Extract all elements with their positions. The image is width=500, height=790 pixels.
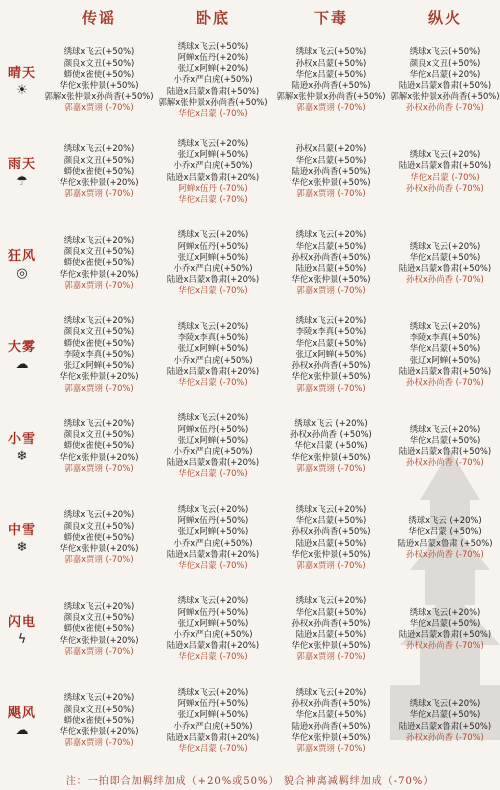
weather-label-cell [0, 702, 44, 739]
bond-penalty: 郭嘉x贾诩 (-70%) [64, 554, 134, 565]
bond-bonus: 孙权x吕蒙(+20%) [295, 143, 367, 154]
bond-cell-rumor [44, 509, 154, 565]
bond-bonus: 绣球x飞云(+20%) [295, 686, 367, 697]
bond-cell-spy [154, 504, 272, 571]
bond-bonus: 华佗x张仲景(+50%) [291, 731, 371, 742]
weather-row [0, 36, 500, 124]
bond-bonus: 李陵x李真(+50%) [63, 348, 135, 359]
bond-bonus: 华佗x吕蒙(+50%) [409, 617, 481, 628]
weather-icon: ☁ [15, 357, 29, 372]
bond-bonus: 张辽x阿蝉(+50%) [63, 360, 135, 371]
bond-bonus: 绣球x飞云(+20%) [177, 320, 249, 331]
bond-bonus: 小乔x严白虎(+50%) [173, 354, 253, 365]
bond-bonus: 陆逊x吕蒙(+50%) [295, 263, 367, 273]
bond-cell-spy [154, 321, 272, 388]
bond-penalty: 郭嘉x贾诩 (-70%) [296, 188, 366, 199]
bond-bonus: 蟒使x雀使(+50%) [63, 440, 135, 451]
bond-penalty: 孙权x孙尚香 (-70%) [406, 182, 484, 193]
bond-bonus: 颜良x文丑(+50%) [63, 429, 135, 440]
bond-bonus: 阿蝉x伍丹(+50%) [177, 240, 249, 251]
column-header-rumor: 传谣 [81, 8, 116, 27]
bond-bonus: 绣球x飞云(+20%) [409, 320, 481, 331]
bond-bonus: 华佗x吕蒙 (+50%) [408, 526, 482, 537]
bond-bonus: 陆逊x吕蒙x鲁肃 (+50%) [397, 537, 493, 548]
bond-cell-poison [272, 687, 390, 754]
bond-bonus: 陆逊x吕蒙x鲁肃(+50%) [398, 446, 492, 456]
bond-penalty: 郭嘉x贾诩 (-70%) [296, 285, 366, 296]
weather-icon: ❄ [16, 448, 28, 464]
bond-cell-spy [154, 229, 272, 296]
weather-label-cell [0, 428, 44, 465]
bond-penalty: 孙权x孙尚香 (-70%) [406, 640, 484, 651]
weather-name: 小雪 [7, 431, 36, 447]
bond-bonus: 阿蝉x伍丹(+20%) [177, 51, 249, 62]
bond-bonus: 华佗x张仲景(+50%) [291, 548, 371, 559]
bond-bonus: 陆逊x吕蒙x鲁肃(+20%) [166, 171, 260, 182]
bond-cell-rumor [44, 692, 154, 748]
bond-bonus: 华佗x张仲景(+20%) [59, 451, 139, 462]
bond-bonus: 绣球x飞云(+20%) [63, 600, 135, 611]
bond-bonus: 陆逊x吕蒙(+50%) [295, 629, 367, 639]
bond-bonus: 陆逊x吕蒙x鲁肃(+20%) [166, 548, 260, 559]
bond-bonus: 孙权x吕蒙(+50%) [295, 57, 367, 68]
bond-bonus: 蟒使x雀使(+50%) [63, 257, 135, 268]
bond-bonus: 绣球x飞云(+20%) [409, 698, 481, 709]
bond-bonus: 绣球x飞云(+20%) [295, 229, 367, 240]
bond-bonus: 张辽x阿蝉(+50%) [295, 348, 367, 359]
bond-bonus: 小乔x严白虎(+50%) [173, 446, 253, 456]
bond-bonus: 陆逊x吕蒙x鲁肃(+50%) [398, 80, 492, 90]
bond-penalty: 华佗x吕蒙 (-70%) [410, 171, 480, 182]
column-header-poison: 下毒 [313, 8, 348, 27]
bond-bonus: 绣球x飞云 (+20%) [294, 417, 368, 428]
bond-bonus: 绣球x飞云(+20%) [409, 149, 481, 160]
weather-label-cell [0, 153, 44, 190]
footnote: 注：一拍即合加羁绊加成（+20%或50%） 貌合神离减羁绊加成（-70%） [65, 776, 435, 787]
bond-bonus: 小乔x严白虎(+50%) [173, 629, 253, 639]
bond-bonus: 绣球x飞云(+20%) [177, 137, 249, 148]
bond-bonus: 蟒使x雀使(+50%) [63, 68, 135, 79]
bond-bonus: 小乔x严白虎(+50%) [173, 720, 253, 731]
bond-bonus: 绣球x飞云(+20%) [63, 417, 135, 428]
bond-bonus: 绣球x飞云(+20%) [63, 315, 135, 326]
bond-bonus: 阿蝉x伍丹(+50%) [177, 606, 249, 617]
bond-bonus: 华佗x张仲景(+20%) [59, 726, 139, 737]
bond-bonus: 蟒使x雀使(+50%) [63, 623, 135, 634]
bond-cell-poison [272, 418, 390, 474]
bond-bonus: 蟒使x雀使(+50%) [63, 531, 135, 542]
bond-bonus: 李陵x李真(+50%) [295, 326, 367, 337]
bond-cell-arson [390, 515, 500, 560]
weather-label-cell [0, 611, 44, 648]
bond-cell-arson [390, 607, 500, 652]
bond-bonus: 蟒使x雀使(+50%) [63, 337, 135, 348]
bond-cell-rumor [44, 143, 154, 199]
weather-icon: ☁ [15, 723, 29, 738]
bond-bonus: 陆逊x吕蒙(+50%) [295, 537, 367, 548]
bond-penalty: 郭嘉x贾诩 (-70%) [64, 382, 134, 393]
bond-bonus: 绣球x飞云(+20%) [177, 595, 249, 606]
weather-label-cell [0, 62, 44, 99]
bond-bonus: 张辽x阿蝉(+20%) [177, 63, 249, 74]
bond-bonus: 张辽x阿蝉(+50%) [177, 149, 249, 160]
weather-icon: ◎ [16, 265, 28, 281]
bond-bonus: 华佗x吕蒙(+50%) [295, 337, 367, 348]
bond-penalty: 华佗x吕蒙 (-70%) [178, 285, 248, 296]
bond-bonus: 孙权x孙尚香(+50%) [291, 360, 371, 371]
bond-bonus: 张辽x阿蝉(+50%) [177, 343, 249, 354]
column-header-spy: 卧底 [195, 8, 230, 27]
bond-bonus: 华佗x张仲景(+50%) [291, 274, 371, 285]
bond-bonus: 张辽x阿蝉(+50%) [177, 251, 249, 262]
bond-bonus: 张辽x阿蝉(+50%) [177, 526, 249, 537]
bond-penalty: 华佗x吕蒙 (-70%) [178, 376, 248, 387]
weather-label-cell [0, 336, 44, 373]
bond-penalty: 孙权x孙尚香 (-70%) [406, 457, 484, 468]
bond-cell-spy [154, 138, 272, 205]
bond-bonus: 华佗x吕蒙(+50%) [409, 251, 481, 262]
bond-bonus: 华佗x吕蒙(+50%) [295, 606, 367, 617]
bond-bonus: 华佗x张仲景(+20%) [59, 177, 139, 188]
bond-penalty: 郭嘉x贾诩 (-70%) [296, 102, 366, 113]
weather-label-cell [0, 245, 44, 282]
bond-penalty: 华佗x吕蒙 (-70%) [178, 193, 248, 204]
bond-bonus: 陆逊x吕蒙x鲁肃(+50%) [398, 365, 492, 376]
bond-penalty: 华佗x吕蒙 (-70%) [178, 559, 248, 570]
bond-bonus: 张辽x阿蝉(+50%) [177, 617, 249, 628]
bond-bonus: 绣球x飞云(+20%) [409, 423, 481, 434]
weather-name: 飓风 [7, 706, 36, 721]
bond-bonus: 颜良x文丑(+50%) [63, 703, 135, 714]
bond-bonus: 颜良x文丑(+50%) [63, 520, 135, 531]
bond-cell-arson [390, 241, 500, 286]
bond-bonus: 小乔x严白虎(+50%) [173, 263, 253, 273]
bond-penalty: 华佗x吕蒙 (-70%) [178, 742, 248, 753]
bond-bonus: 绣球x飞云(+20%) [177, 503, 249, 514]
bond-bonus: 华佗x吕蒙(+50%) [409, 343, 481, 354]
bond-bonus: 张辽x阿蝉(+50%) [177, 709, 249, 720]
bond-bonus: 阿蝉x伍丹(+50%) [177, 423, 249, 434]
bond-penalty: 郭嘉x贾诩 (-70%) [296, 559, 366, 570]
bond-bonus: 绣球x飞云(+50%) [63, 46, 135, 57]
bond-bonus: 华佗x吕蒙(+50%) [295, 68, 367, 79]
bond-bonus: 绣球x飞云(+50%) [409, 46, 481, 57]
bond-penalty: 郭嘉x贾诩 (-70%) [296, 462, 366, 473]
bond-penalty: 孙权x孙尚香 (-70%) [406, 376, 484, 387]
bond-cell-rumor [44, 601, 154, 657]
bond-penalty: 华佗x吕蒙 (-70%) [178, 651, 248, 662]
bond-bonus: 李陵x李真(+50%) [409, 332, 481, 343]
column-header-row [0, 0, 500, 34]
bond-cell-arson [390, 46, 500, 113]
bond-penalty: 郭嘉x贾诩 (-70%) [64, 279, 134, 290]
bond-penalty: 华佗x吕蒙 (-70%) [178, 468, 248, 479]
bond-bonus: 颜良x文丑(+50%) [63, 326, 135, 337]
bond-bonus: 陆逊x吕蒙x鲁肃(+50%) [398, 720, 492, 731]
bond-penalty: 郭嘉x贾诩 (-70%) [64, 737, 134, 748]
bond-bonus: 陆逊x吕蒙x鲁肃(+20%) [166, 640, 260, 651]
bond-bonus: 绣球x飞云(+20%) [177, 229, 249, 240]
bond-cell-rumor [44, 315, 154, 393]
bond-cell-rumor [44, 418, 154, 474]
bond-bonus: 绣球x飞云(+20%) [409, 240, 481, 251]
bond-penalty: 郭嘉x贾诩 (-70%) [64, 462, 134, 473]
bond-bonus: 绣球x飞云(+20%) [63, 234, 135, 245]
weather-icon: ☂ [16, 174, 28, 189]
weather-name: 雨天 [7, 157, 36, 172]
column-header-arson: 纵火 [427, 8, 462, 27]
bond-bonus: 绣球x飞云 (+20%) [408, 515, 482, 526]
weather-row [0, 128, 500, 216]
bond-bonus: 颜良x文丑(+50%) [63, 57, 135, 68]
bond-bonus: 华佗x张仲景(+20%) [59, 371, 139, 382]
weather-name: 狂风 [7, 248, 36, 264]
bond-bonus: 华佗x吕蒙(+50%) [295, 240, 367, 251]
bond-bonus: 颜良x文丑(+50%) [63, 154, 135, 165]
bond-bonus: 华佗x吕蒙(+50%) [409, 709, 481, 720]
bond-bonus: 绣球x飞云(+20%) [295, 595, 367, 606]
weather-name: 闪电 [7, 614, 36, 630]
bond-bonus: 孙权x孙尚香(+50%) [291, 526, 371, 537]
bond-bonus: 张辽x阿蝉(+50%) [177, 434, 249, 445]
bond-penalty: 孙权x孙尚香 (-70%) [406, 548, 484, 559]
bond-cell-spy [154, 41, 272, 119]
bond-bonus: 阿蝉x伍丹(+50%) [177, 515, 249, 526]
bond-bonus: 小乔x严白虎(+50%) [173, 160, 253, 171]
weather-row [0, 494, 500, 582]
bond-bonus: 华佗x张仲景(+50%) [291, 371, 371, 382]
bond-bonus: 华佗x张仲景(+50%) [291, 640, 371, 651]
bond-bonus: 陆逊x吕蒙x鲁肃(+50%) [398, 263, 492, 273]
bond-bonus: 绣球x飞云(+20%) [177, 686, 249, 697]
bond-penalty: 阿蝉x伍丹 (-70%) [178, 182, 248, 193]
bond-bonus: 阿蝉x伍丹(+50%) [177, 698, 249, 709]
bond-bonus: 绣球x飞云(+20%) [63, 143, 135, 154]
bond-cell-arson [390, 698, 500, 743]
bond-bonus: 蟒使x雀使(+50%) [63, 714, 135, 725]
bond-cell-spy [154, 412, 272, 479]
bond-bonus: 孙权x孙尚香 (+50%) [290, 429, 372, 440]
bond-bonus: 郭解x张仲景x孙尚香(+50%) [158, 96, 268, 107]
bond-penalty: 孙权x孙尚香 (-70%) [406, 731, 484, 742]
bond-bonus: 华佗x张仲景(+20%) [59, 634, 139, 645]
bond-bonus: 绣球x飞云(+20%) [177, 412, 249, 423]
weather-row [0, 585, 500, 673]
bond-bonus: 华佗x吕蒙(+50%) [409, 434, 481, 445]
bond-cell-arson [390, 424, 500, 469]
bond-bonus: 绣球x飞云(+50%) [177, 40, 249, 51]
bond-bonus: 小乔x严白虎(+50%) [173, 537, 253, 548]
bond-cell-poison [272, 595, 390, 662]
bond-cell-arson [390, 321, 500, 388]
bond-bonus: 李陵x李真(+50%) [177, 332, 249, 343]
bond-bonus: 郭解x张仲景x孙尚香(+50%) [44, 91, 154, 102]
bond-cell-spy [154, 687, 272, 754]
bond-bonus: 华佗x吕蒙(+50%) [295, 154, 367, 165]
weather-name: 大雾 [7, 340, 36, 355]
bond-bonus: 颜良x文丑(+50%) [409, 57, 481, 68]
weather-row [0, 402, 500, 490]
bond-cell-poison [272, 143, 390, 199]
bond-bonus: 陆逊x吕蒙x鲁肃(+50%) [398, 629, 492, 639]
bond-bonus: 陆逊x孙尚香(+50%) [291, 720, 371, 731]
bond-cell-poison [272, 229, 390, 296]
bond-penalty: 郭嘉x贾诩 (-70%) [296, 742, 366, 753]
bond-cell-spy [154, 595, 272, 662]
bond-bonus: 郭解x张仲景x孙尚香(+50%) [390, 91, 500, 102]
bond-bonus: 陆逊x孙尚香(+50%) [291, 80, 371, 90]
bond-cell-arson [390, 149, 500, 194]
bond-cell-rumor [44, 46, 154, 113]
bond-bonus: 陆逊x吕蒙x鲁肃(+20%) [166, 457, 260, 468]
weather-icon: ☀ [16, 82, 28, 98]
bond-bonus: 绣球x飞云(+20%) [409, 606, 481, 617]
bond-bonus: 华佗x张仲景(+50%) [59, 80, 139, 90]
bond-cell-poison [272, 46, 390, 113]
bond-bonus: 颜良x文丑(+50%) [63, 612, 135, 623]
bond-penalty: 华佗x吕蒙 (-70%) [178, 108, 248, 118]
weather-row [0, 677, 500, 765]
bond-bonus: 蟒使x雀使(+50%) [63, 165, 135, 176]
bond-bonus: 张辽x阿蝉(+50%) [409, 354, 481, 365]
bond-bonus: 华佗x张仲景(+50%) [291, 451, 371, 462]
bond-bonus: 华佗x张仲景(+20%) [59, 268, 139, 279]
bond-bonus: 华佗x吕蒙(+20%) [409, 68, 481, 79]
bond-bonus: 绣球x飞云(+20%) [63, 509, 135, 520]
bond-bonus: 绣球x飞云(+20%) [63, 692, 135, 703]
bond-bonus: 华佗x吕蒙(+50%) [295, 515, 367, 526]
bond-bonus: 孙权x孙尚香(+50%) [291, 251, 371, 262]
bond-bonus: 郭解x张仲景x孙尚香(+50%) [276, 91, 386, 102]
weather-label-cell [0, 519, 44, 556]
bond-bonus: 华佗x吕蒙(+50%) [295, 709, 367, 720]
bond-penalty: 郭嘉x贾诩 (-70%) [64, 188, 134, 199]
bond-bonus: 绣球x飞云(+20%) [295, 503, 367, 514]
bond-penalty: 郭嘉x贾诩 (-70%) [296, 382, 366, 393]
weather-row [0, 311, 500, 399]
bond-bonus: 华佗x张仲景(+20%) [59, 543, 139, 554]
bond-bonus: 华佗x吕蒙 (+50%) [294, 440, 368, 451]
weather-icon: ϟ [17, 631, 27, 647]
bond-penalty: 郭嘉x贾诩 (-70%) [64, 102, 134, 113]
bond-bonus: 陆逊x吕蒙x鲁肃(+50%) [398, 160, 492, 171]
bond-penalty: 孙权x孙尚香 (-70%) [406, 274, 484, 285]
bond-penalty: 孙权x孙尚香 (-70%) [406, 102, 484, 113]
weather-name: 晴天 [7, 65, 36, 81]
bond-bonus: 陆逊x吕蒙x鲁肃(+20%) [166, 274, 260, 285]
bond-bonus: 华佗x张仲景(+50%) [291, 177, 371, 188]
bond-bonus: 孙权x孙尚香(+50%) [291, 617, 371, 628]
weather-name: 中雪 [7, 523, 36, 538]
bond-penalty: 郭嘉x贾诩 (-70%) [296, 651, 366, 662]
bond-penalty: 郭嘉x贾诩 (-70%) [64, 645, 134, 656]
bond-cell-rumor [44, 235, 154, 291]
weather-row [0, 219, 500, 307]
bond-bonus: 陆逊x孙尚香(+50%) [291, 165, 371, 176]
bond-bonus: 陆逊x吕蒙x鲁肃(+20%) [166, 365, 260, 376]
bond-cell-poison [272, 504, 390, 571]
bond-bonus: 颜良x文丑(+50%) [63, 246, 135, 257]
bond-bonus: 绣球x飞云(+50%) [295, 46, 367, 57]
bond-bonus: 小乔x严白虎(+50%) [173, 74, 253, 85]
bond-bonus: 陆逊x吕蒙x鲁肃(+50%) [166, 85, 260, 96]
bond-bonus: 陆逊x吕蒙x鲁肃(+20%) [166, 731, 260, 742]
weather-icon: ❄ [16, 540, 28, 555]
bond-cell-poison [272, 315, 390, 393]
bond-bonus: 孙权x孙尚香(+50%) [291, 698, 371, 709]
bond-bonus: 绣球x飞云(+20%) [295, 315, 367, 326]
